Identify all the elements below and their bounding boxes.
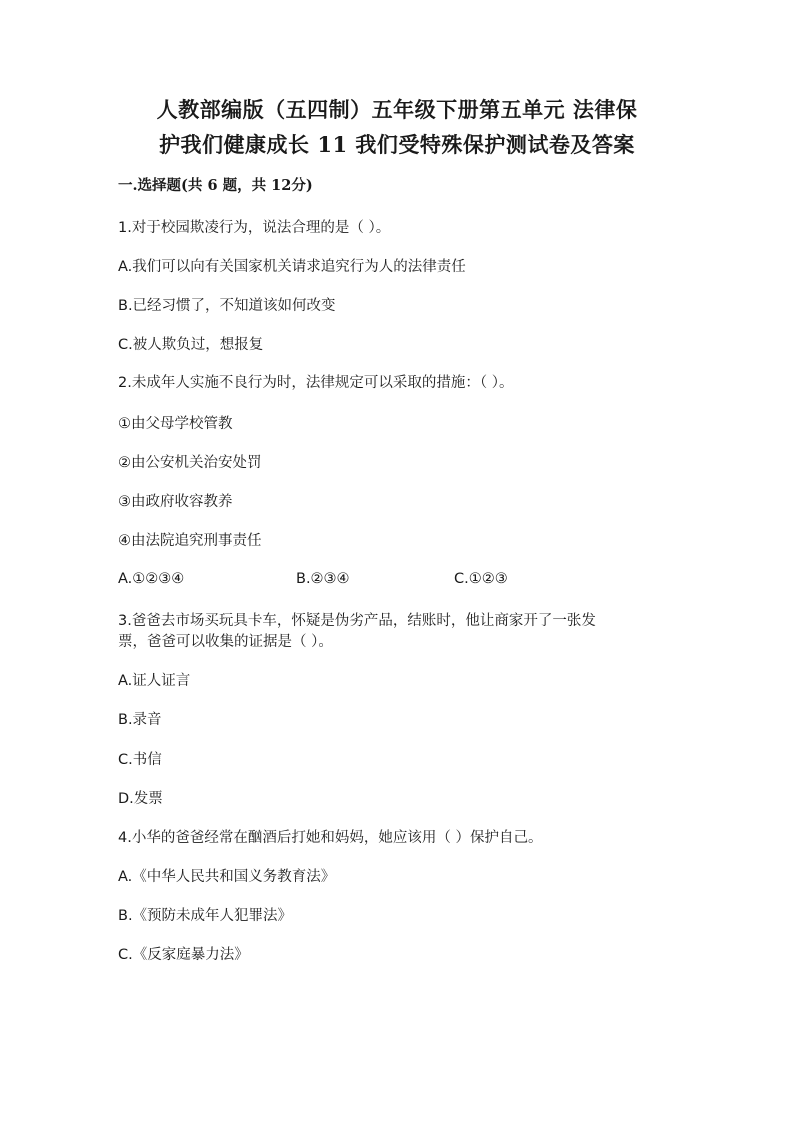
question-3-stem-line-2: 票，爸爸可以收集的证据是（ ）。 <box>118 634 333 650</box>
question-2-item-1: ①由父母学校管教 <box>118 416 233 432</box>
question-4-option-c: C.《反家庭暴力法》 <box>118 947 249 963</box>
question-3-stem-line-1: 3.爸爸去市场买玩具卡车，怀疑是伪劣产品，结账时，他让商家开了一张发 <box>118 613 596 629</box>
question-2-stem: 2.未成年人实施不良行为时，法律规定可以采取的措施：（ ）。 <box>118 375 514 391</box>
question-2-item-2: ②由公安机关治安处罚 <box>118 455 262 471</box>
question-4-option-a: A.《中华人民共和国义务教育法》 <box>118 869 336 885</box>
section-heading: 一.选择题(共 6 题，共 12分) <box>118 177 313 194</box>
question-2-item-3: ③由政府收容教养 <box>118 494 233 510</box>
question-2-item-4: ④由法院追究刑事责任 <box>118 533 262 549</box>
document-title-line-1: 人教部编版（五四制）五年级下册第五单元 法律保 <box>156 97 638 122</box>
question-3-option-b: B.录音 <box>118 712 162 728</box>
question-2-option-c: C.①②③ <box>454 571 508 587</box>
question-4-option-b: B.《预防未成年人犯罪法》 <box>118 908 293 924</box>
question-1-option-b: B.已经习惯了，不知道该如何改变 <box>118 298 336 314</box>
question-1-option-c: C.被人欺负过，想报复 <box>118 337 264 353</box>
question-1-stem: 1.对于校园欺凌行为，说法合理的是（ ）。 <box>118 220 391 236</box>
question-3-option-c: C.书信 <box>118 752 162 768</box>
question-3-option-d: D.发票 <box>118 791 163 807</box>
question-2-options-row <box>118 568 718 590</box>
question-2-option-a: A.①②③④ <box>118 571 185 587</box>
document-title-line-2: 护我们健康成长 11 我们受特殊保护测试卷及答案 <box>159 132 635 157</box>
question-2-option-b: B.②③④ <box>296 571 350 587</box>
question-4-stem: 4.小华的爸爸经常在酗酒后打她和妈妈，她应该用（ ）保护自己。 <box>118 830 543 846</box>
question-1-option-a: A.我们可以向有关国家机关请求追究行为人的法律责任 <box>118 259 466 275</box>
question-3-option-a: A.证人证言 <box>118 673 191 689</box>
